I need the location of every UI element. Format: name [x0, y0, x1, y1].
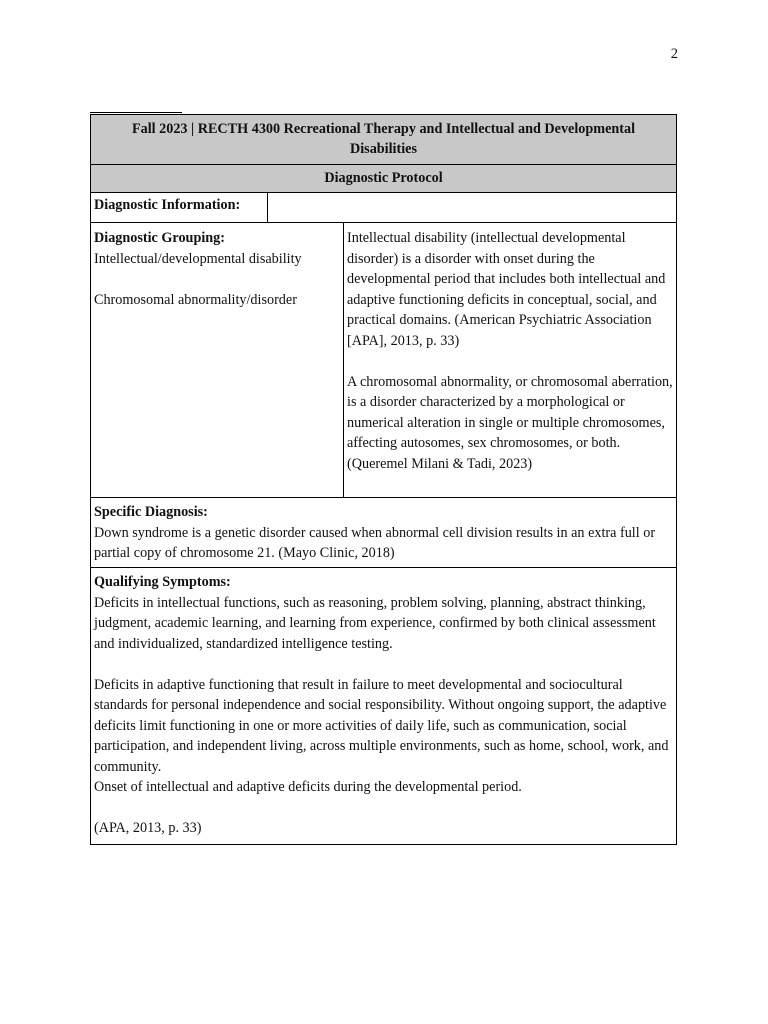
diagnostic-protocol-table — [90, 114, 677, 845]
tab-marker-line — [90, 112, 182, 113]
diagnostic-information-label: Diagnostic Information: — [91, 193, 268, 222]
symptom-paragraph: Deficits in adaptive functioning that result in failure to meet developmental and sociocultural standards for personal independence and social responsibility. Without ongoing support, the adaptive deficits limit functioning in one or more activities of daily life, such as communication, social participation, and independent living, across multiple environments, such as home, school, work, and community. — [94, 676, 669, 775]
grouping-item: Intellectual/developmental disability — [94, 250, 302, 267]
diagnostic-information-value — [268, 193, 676, 222]
course-title: Fall 2023 | RECTH 4300 Recreational Therapy and Intellectual and Developmental Disabilities — [91, 115, 676, 165]
page-number: 2 — [670, 46, 678, 62]
symptom-paragraph: Deficits in intellectual functions, such as reasoning, problem solving, planning, abstract thinking, judgment, academic learning, and learning from experience, confirmed by both clinical assessment and individualized, standardized intelligence testing. — [94, 594, 656, 652]
symptom-paragraph: Onset of intellectual and adaptive deficits during the developmental period. — [94, 779, 522, 795]
grouping-definition: Intellectual disability (intellectual developmental disorder) is a disorder with onset during the developmental period that includes both intellectual and adaptive functioning deficits in conceptual, social, and practical domains. (American Psychiatric Association [APA], 2013, p. 33) — [347, 230, 666, 349]
citation: (APA, 2013, p. 33) — [94, 820, 202, 836]
grouping-definition: A chromosomal abnormality, or chromosomal aberration, is a disorder characterized by a morphological or numerical alteration in single or multiple chromosomes, affecting autosomes, sex chromosomes, or both. (Queremel Milani & Tadi, 2023) — [347, 373, 673, 472]
specific-diagnosis-text: Down syndrome is a genetic disorder caused when abnormal cell division results in an extra full or partial copy of chromosome 21. (Mayo Clinic, 2018) — [94, 524, 656, 561]
protocol-heading: Diagnostic Protocol — [91, 165, 676, 193]
qualifying-symptoms-label: Qualifying Symptoms: — [94, 574, 231, 590]
diagnostic-grouping-cell — [91, 223, 344, 497]
diagnostic-information-row — [91, 193, 676, 223]
grouping-item: Chromosomal abnormality/disorder — [94, 291, 297, 308]
diagnostic-grouping-row — [91, 223, 676, 498]
diagnostic-grouping-label: Diagnostic Grouping: — [94, 230, 225, 246]
specific-diagnosis-label: Specific Diagnosis: — [94, 504, 208, 520]
qualifying-symptoms-row — [91, 568, 676, 844]
specific-diagnosis-row — [91, 498, 676, 568]
grouping-definitions-cell — [344, 223, 676, 497]
